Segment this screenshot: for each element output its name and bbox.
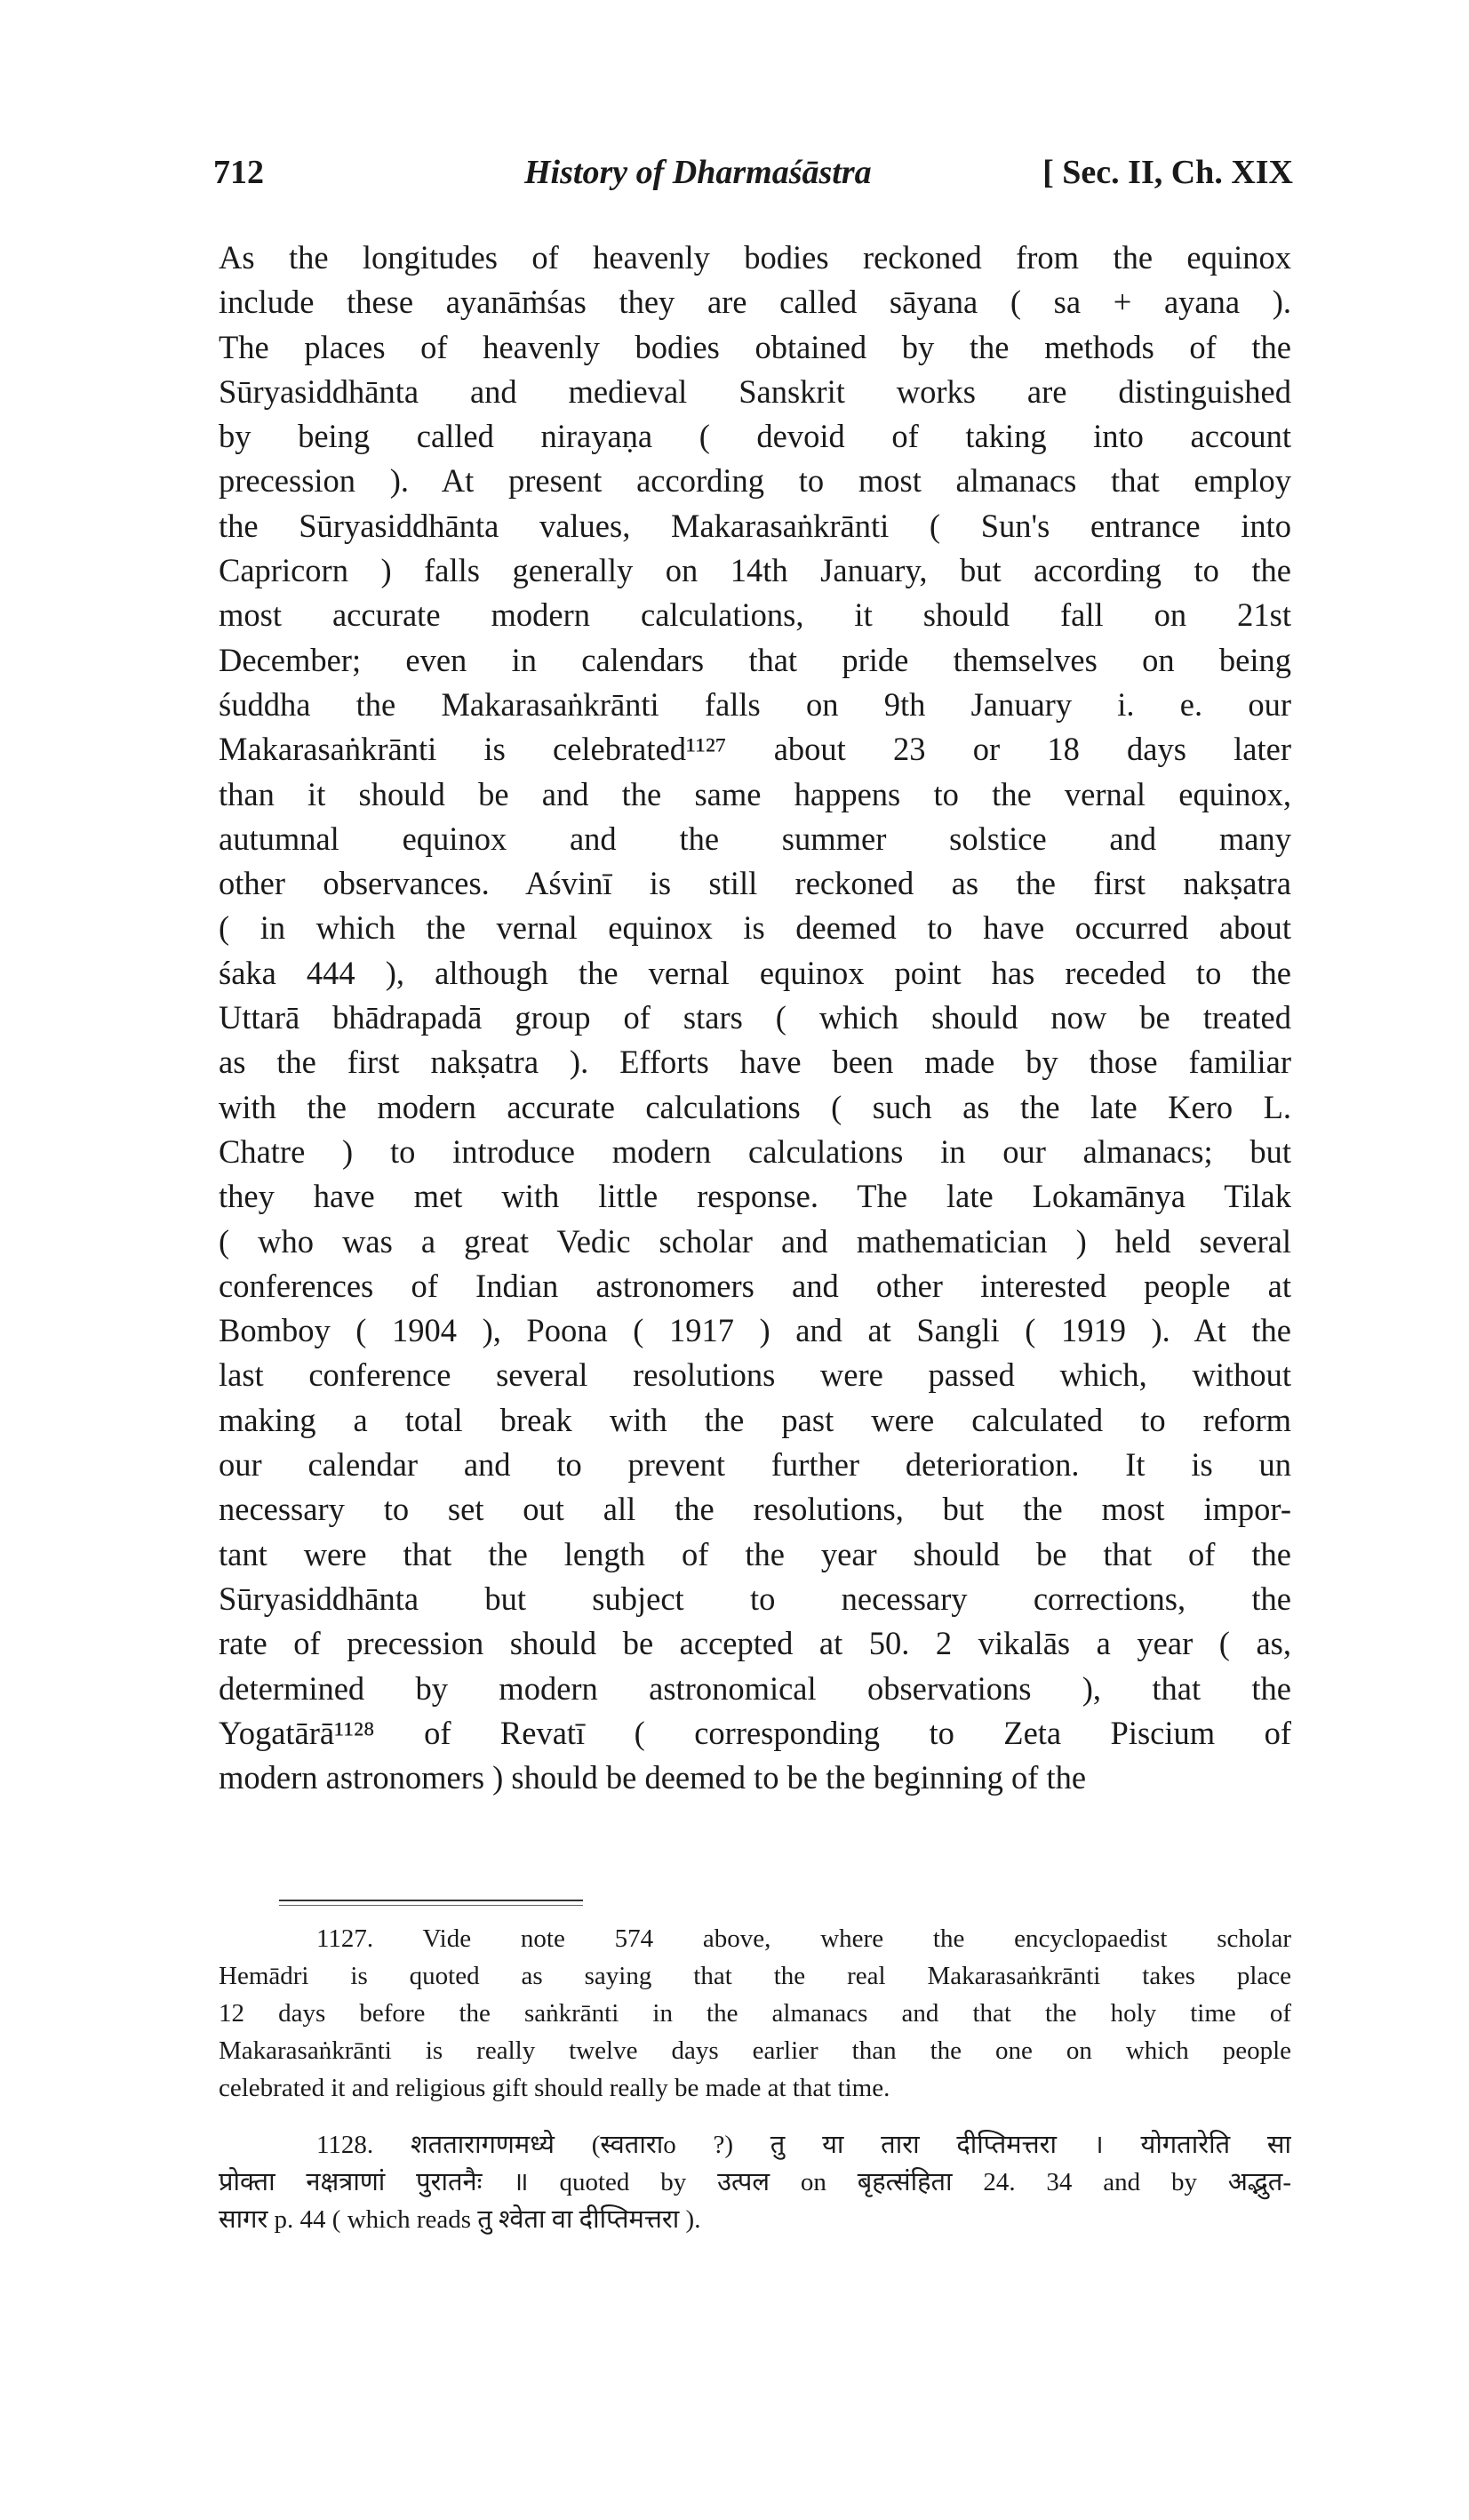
text-line: Yogatārā¹¹²⁸ of Revatī ( corresponding to Zeta Piscium of <box>219 1714 1291 1751</box>
footnote-line: 12 days before the saṅkrānti in the almanacs and that the holy time of <box>219 1999 1291 2028</box>
text-line: last conference several resolutions were passed which, without <box>219 1356 1291 1394</box>
text-line: conferences of Indian astronomers and other interested people at <box>219 1267 1291 1304</box>
text-line: our calendar and to prevent further deterioration. It is un <box>219 1446 1291 1484</box>
text-line: Uttarā bhādrapadā group of stars ( which should now be treated <box>219 999 1291 1036</box>
text-line: śaka 444 ), although the vernal equinox point has receded to the <box>219 954 1291 991</box>
text-line: precession ). At present according to most almanacs that employ <box>219 462 1291 500</box>
text-line: determined by modern astronomical observations ), that the <box>219 1669 1291 1707</box>
text-line: most accurate modern calculations, it should fall on 21st <box>219 596 1291 634</box>
text-line: than it should be and the same happens to the vernal equinox, <box>219 775 1291 812</box>
footnote-line: Makarasaṅkrānti is really twelve days earlier than the one on which people <box>219 2036 1291 2065</box>
text-line: ( in which the vernal equinox is deemed to have occurred about <box>219 909 1291 947</box>
running-title: History of Dharmaśāstra <box>524 154 872 191</box>
text-line: śuddha the Makarasaṅkrānti falls on 9th January i. e. our <box>219 685 1291 723</box>
text-line: As the longitudes of heavenly bodies reckoned from the equinox <box>219 239 1291 276</box>
footnote-divider-underline <box>279 1905 583 1906</box>
text-line: Makarasaṅkrānti is celebrated¹¹²⁷ about 23 or 18 days later <box>219 731 1291 768</box>
section-label: [ Sec. II, Ch. XIX <box>1042 154 1293 191</box>
text-line: as the first nakṣatra ). Efforts have been made by those familiar <box>219 1044 1291 1081</box>
text-line: Capricorn ) falls generally on 14th January, but according to the <box>219 552 1291 589</box>
footnote-line: सागर p. 44 ( which reads तु श्वेता वा दीप्तिमत्तरा ). <box>219 2205 701 2234</box>
text-line: tant were that the length of the year should be that of the <box>219 1535 1291 1572</box>
text-line: necessary to set out all the resolutions, but the most impor- <box>219 1491 1291 1528</box>
text-line: Sūryasiddhānta and medieval Sanskrit works are distinguished <box>219 372 1291 410</box>
text-line: December; even in calendars that pride themselves on being <box>219 641 1291 678</box>
footnote <box>219 1920 1291 2107</box>
text-line: autumnal equinox and the summer solstice and many <box>219 820 1291 857</box>
text-line: include these ayanāṁśas they are called sāyana ( sa + ayana ). <box>219 284 1291 321</box>
footnote <box>219 2126 1291 2238</box>
footnote-line: celebrated it and religious gift should really be made at that time. <box>219 2074 890 2102</box>
text-line: they have met with little response. The late Lokamānya Tilak <box>219 1178 1291 1215</box>
text-line: modern astronomers ) should be deemed to be the beginning of the <box>219 1759 1087 1796</box>
text-line: Chatre ) to introduce modern calculations in our almanacs; but <box>219 1132 1291 1170</box>
main-text <box>219 236 1291 1800</box>
text-line: ( who was a great Vedic scholar and mathematician ) held several <box>219 1222 1291 1260</box>
running-header <box>213 153 1293 206</box>
text-line: other observances. Aśvinī is still reckoned as the first nakṣatra <box>219 865 1291 902</box>
footnote-line: प्रोक्ता नक्षत्राणां पुरातनैः ॥ quoted by उत्पल on बृहत्संहिता 24. 34 and by अद्भुत- <box>219 2168 1291 2196</box>
footnote-line: Hemādri is quoted as saying that the real Makarasaṅkrānti takes place <box>219 1962 1291 1990</box>
footnote-line: 1127. Vide note 574 above, where the encyclopaedist scholar <box>316 1924 1291 1953</box>
text-line: making a total break with the past were calculated to reform <box>219 1401 1291 1438</box>
text-line: the Sūryasiddhānta values, Makarasaṅkrānti ( Sun's entrance into <box>219 507 1291 544</box>
text-line: Bomboy ( 1904 ), Poona ( 1917 ) and at Sangli ( 1919 ). At the <box>219 1312 1291 1349</box>
text-line: Sūryasiddhānta but subject to necessary corrections, the <box>219 1580 1291 1617</box>
footnote-line: 1128. शततारागणमध्ये (स्वताराo ?) तु या तारा दीप्तिमत्तरा । योगतारेति सा <box>316 2131 1291 2159</box>
text-line: with the modern accurate calculations ( such as the late Kero L. <box>219 1088 1291 1125</box>
footnote-divider <box>279 1900 583 1901</box>
text-line: by being called nirayaṇa ( devoid of taking into account <box>219 418 1291 455</box>
text-line: The places of heavenly bodies obtained by the methods of the <box>219 328 1291 365</box>
text-line: rate of precession should be accepted at 50. 2 vikalās a year ( as, <box>219 1625 1291 1662</box>
footnotes <box>219 1920 1291 2258</box>
page-number: 712 <box>213 154 264 191</box>
